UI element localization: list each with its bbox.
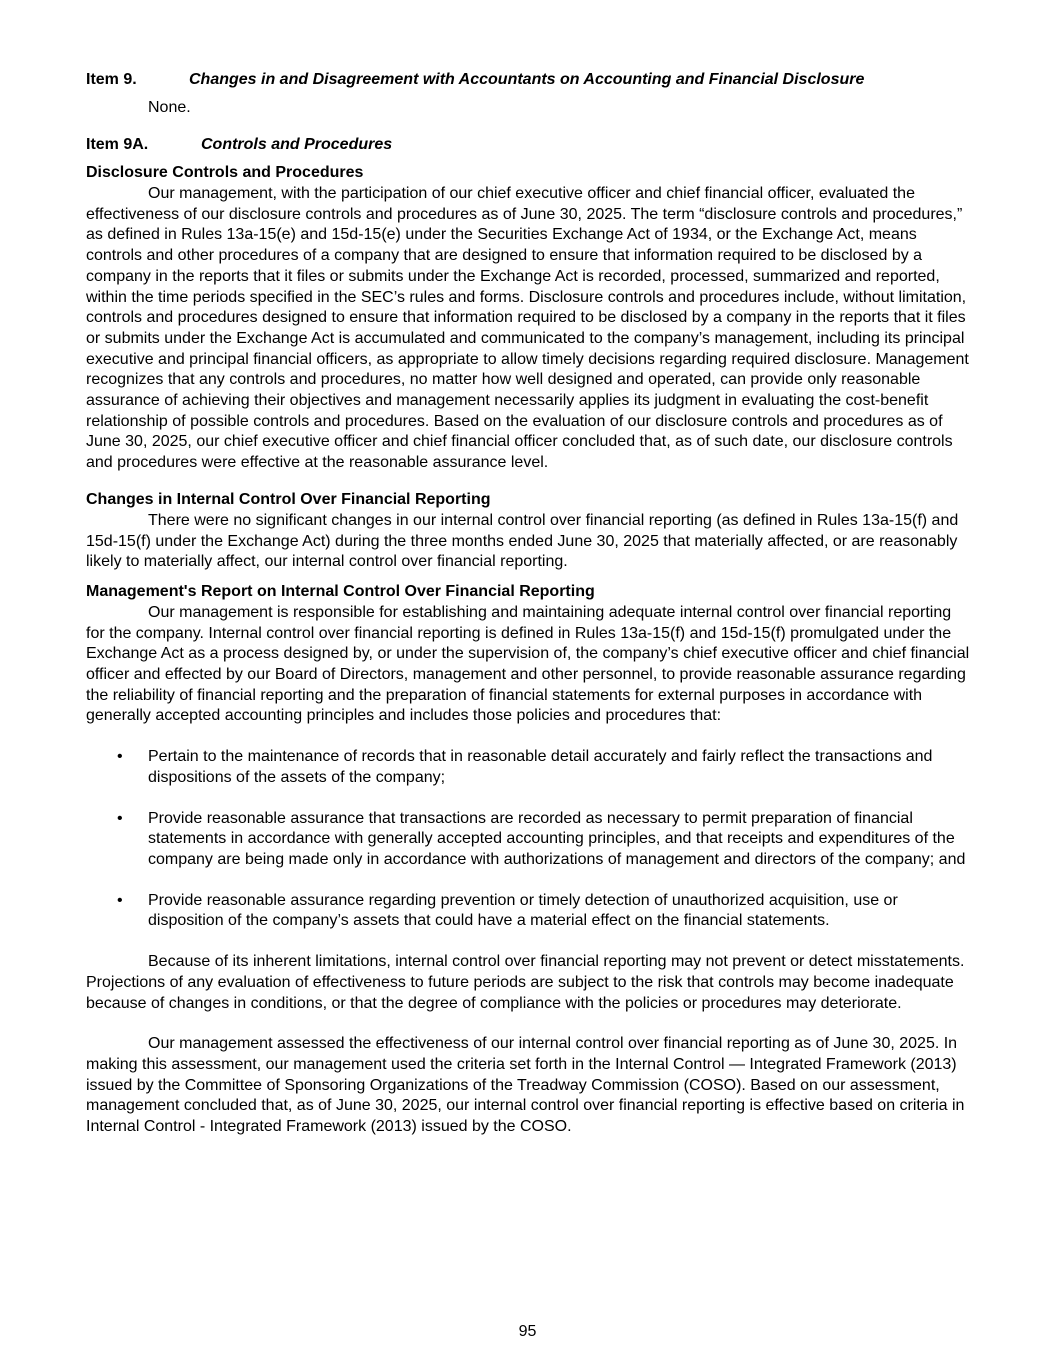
controls-bullet-list [86,747,972,932]
inherent-limitations-paragraph: Because of its inherent limitations, internal control over financial reporting may not prevent or detect misstatements. Projections of any evaluation of effectiveness to future periods are subject to the risk that controls may become inadequate because of changes in conditions, or that the degree of compliance with the policies or procedures may deteriorate. [86,953,965,1012]
list-item [86,747,972,788]
item-9-number: Item 9. [86,71,137,88]
disclosure-controls-paragraph: Our management, with the participation of our chief executive officer and chief financial officer, evaluated the effectiveness of our disclosure controls and procedures as of June 30, 2025. The term “disclosure controls and procedures,” as defined in Rules 13a-15(e) and 15d-15(e) under the Securities Exchange Act of 1934, or the Exchange Act, means controls and other procedures of a company that are designed to ensure that information required to be disclosed by a company in the reports that it files or submits under the Exchange Act is recorded, processed, summarized and reported, within the time periods specified in the SEC’s rules and forms. Disclosure controls and procedures include, without limitation, controls and procedures designed to ensure that information required to be disclosed by a company in the reports that it files or submits under the Exchange Act is accumulated and communicated to the company’s management, including its principal executive and principal financial officers, as appropriate to allow timely decisions regarding required disclosure. Management recognizes that any controls and procedures, no matter how well designed and operated, can provide only reasonable assurance of achieving their objectives and management necessarily applies its judgment in evaluating the cost-benefit relationship of possible controls and procedures. Based on the evaluation of our disclosure controls and procedures as of June 30, 2025, our chief executive officer and chief financial officer concluded that, as of such date, our disclosure controls and procedures were effective at the reasonable assurance level. [86,185,969,472]
bullet-icon: • [117,891,123,909]
bullet-text: Pertain to the maintenance of records that in reasonable detail accurately and fairly reflect the transactions and dispositions of the assets of the company; [148,748,933,786]
bullet-icon: • [117,809,123,827]
bullet-text: Provide reasonable assurance that transactions are recorded as necessary to permit preparation of financial statements in accordance with generally accepted accounting principles, and that receipts and expenditures of the company are being made only in accordance with authorizations of management and directors of the company; and [148,809,966,868]
management-report-heading: Management's Report on Internal Control Over Financial Reporting [86,582,595,600]
page-number: 95 [518,1323,537,1340]
changes-internal-control-heading: Changes in Internal Control Over Financial Reporting [86,490,491,508]
list-item [86,809,972,871]
bullet-text: Provide reasonable assurance regarding prevention or timely detection of unauthorized acquisition, use or disposition of the company’s assets that could have a material effect on the financial statements. [148,891,898,930]
item-9a-number: Item 9A. [86,136,149,153]
changes-internal-control-paragraph: There were no significant changes in our internal control over financial reporting (as defined in Rules 13a-15(f) and 15d-15(f) under the Exchange Act) during the three months ended June 30, 2025 that materially affected, or are reasonably likely to materially affect, our internal control over financial reporting. [86,511,959,571]
document-page [86,70,972,1138]
bullet-icon: • [117,748,123,766]
disclosure-controls-heading: Disclosure Controls and Procedures [86,164,364,181]
list-item [86,891,972,932]
item-9-body: None. [148,99,191,116]
management-report-intro: Our management is responsible for establishing and maintaining adequate internal control over financial reporting for the company. Internal control over financial reporting is defined in Rules 13a-15(f) and 15d-15(f) promulgated under the Exchange Act as a process designed by, or under the supervision of, the company’s chief executive officer and chief financial officer and effected by our Board of Directors, management and other personnel, to provide reasonable assurance regarding the reliability of financial reporting and the preparation of financial statements for external purposes in accordance with generally accepted accounting principles and includes those policies and procedures that: [86,603,970,725]
item-9-heading [86,70,972,90]
item-9a-heading [86,135,972,155]
item-9a-title: Controls and Procedures [201,136,393,153]
management-assessment-paragraph: Our management assessed the effectiveness of our internal control over financial reporting as of June 30, 2025. In making this assessment, our management used the criteria set forth in the Internal Control — Integrated Framework (2013) issued by the Committee of Sponsoring Organizations of the Treadway Commission (COSO). Based on our assessment, management concluded that, as of June 30, 2025, our internal control over financial reporting is effective based on criteria in Internal Control - Integrated Framework (2013) issued by the COSO. [86,1035,965,1136]
item-9-title: Changes in and Disagreement with Accountants on Accounting and Financial Disclosure [189,71,865,88]
